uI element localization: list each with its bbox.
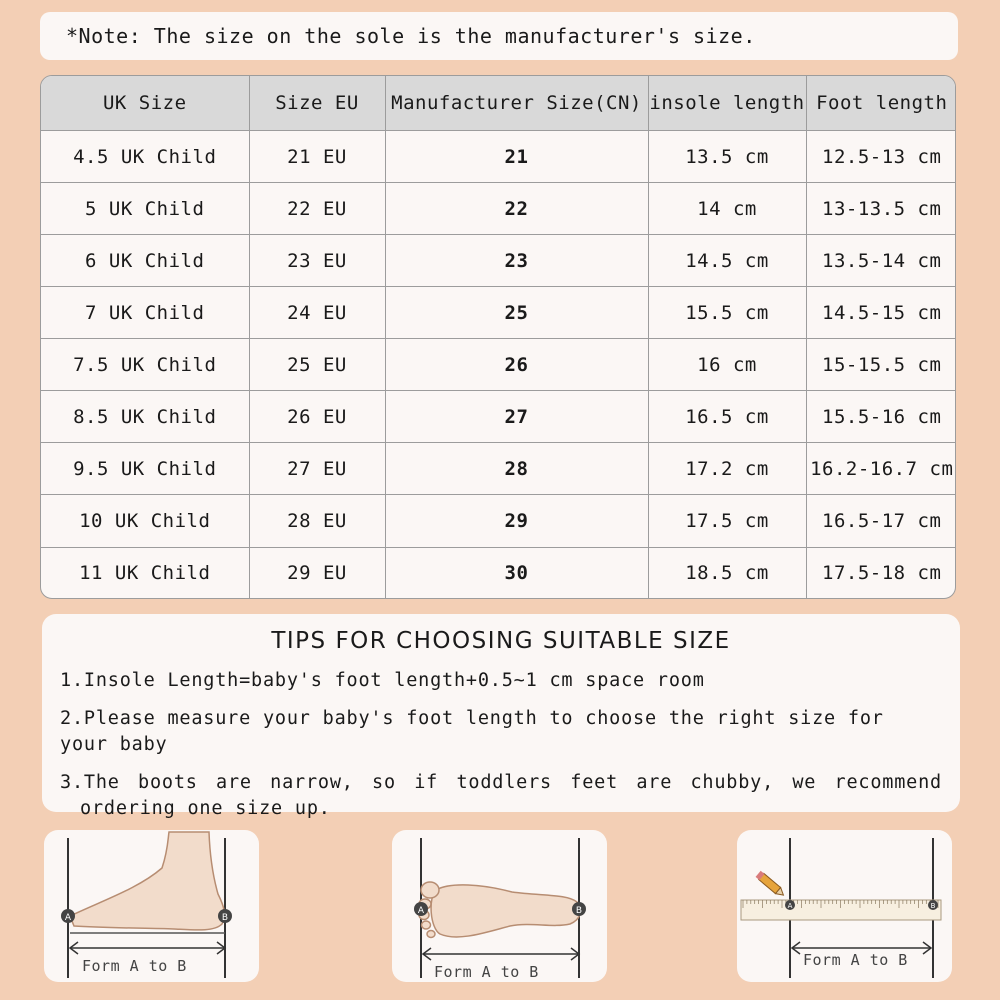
tips-panel — [42, 614, 960, 819]
point-b-label: B — [575, 906, 583, 916]
cell-uk-size: 5 UK Child — [41, 183, 249, 235]
illustration-caption: Form A to B — [434, 963, 539, 981]
header-size-eu: Size EU — [249, 76, 385, 131]
cell-size-eu: 29 EU — [249, 547, 385, 598]
header-uk-size: UK Size — [41, 76, 249, 131]
cell-insole-length: 18.5 cm — [648, 547, 806, 598]
table-row — [41, 547, 956, 598]
cell-manufacturer-size: 28 — [385, 443, 648, 495]
table-row — [41, 131, 956, 183]
cell-foot-length: 16.5-17 cm — [806, 495, 956, 547]
cell-foot-length: 15-15.5 cm — [806, 339, 956, 391]
cell-foot-length: 12.5-13 cm — [806, 131, 956, 183]
size-note: *Note: The size on the sole is the manufacturer's size. — [40, 12, 958, 60]
cell-manufacturer-size: 23 — [385, 235, 648, 287]
table-row — [41, 287, 956, 339]
cell-manufacturer-size: 27 — [385, 391, 648, 443]
tips-title: TIPS FOR CHOOSING SUITABLE SIZE — [271, 628, 731, 654]
size-chart-table — [40, 75, 956, 599]
cell-foot-length: 14.5-15 cm — [806, 287, 956, 339]
cell-uk-size: 7 UK Child — [41, 287, 249, 339]
cell-manufacturer-size: 30 — [385, 547, 648, 598]
tip-item: 2.Please measure your baby's foot length to choose the right size for your baby — [60, 708, 884, 755]
cell-insole-length: 14.5 cm — [648, 235, 806, 287]
foot-side-illustration — [44, 830, 259, 982]
cell-size-eu: 23 EU — [249, 235, 385, 287]
table-row — [41, 443, 956, 495]
header-manufacturer-size: Manufacturer Size(CN) — [385, 76, 648, 131]
cell-uk-size: 10 UK Child — [41, 495, 249, 547]
point-a-label: A — [417, 906, 425, 916]
table-row — [41, 339, 956, 391]
cell-size-eu: 27 EU — [249, 443, 385, 495]
cell-size-eu: 28 EU — [249, 495, 385, 547]
cell-foot-length: 15.5-16 cm — [806, 391, 956, 443]
header-insole-length: insole length — [648, 76, 806, 131]
cell-uk-size: 7.5 UK Child — [41, 339, 249, 391]
point-b-label: B — [221, 913, 229, 923]
cell-insole-length: 14 cm — [648, 183, 806, 235]
cell-uk-size: 4.5 UK Child — [41, 131, 249, 183]
illustration-caption: Form A to B — [803, 951, 908, 969]
cell-insole-length: 16.5 cm — [648, 391, 806, 443]
cell-insole-length: 17.2 cm — [648, 443, 806, 495]
table-row — [41, 391, 956, 443]
cell-manufacturer-size: 26 — [385, 339, 648, 391]
cell-manufacturer-size: 21 — [385, 131, 648, 183]
cell-uk-size: 8.5 UK Child — [41, 391, 249, 443]
cell-size-eu: 21 EU — [249, 131, 385, 183]
cell-foot-length: 17.5-18 cm — [806, 547, 956, 598]
cell-manufacturer-size: 29 — [385, 495, 648, 547]
point-a-label: A — [64, 913, 72, 923]
point-a-label: A — [787, 902, 793, 910]
cell-size-eu: 22 EU — [249, 183, 385, 235]
cell-manufacturer-size: 25 — [385, 287, 648, 339]
header-foot-length: Foot length — [806, 76, 956, 131]
cell-manufacturer-size: 22 — [385, 183, 648, 235]
table-header-row — [41, 76, 956, 131]
table-row — [41, 495, 956, 547]
cell-insole-length: 13.5 cm — [648, 131, 806, 183]
cell-uk-size: 11 UK Child — [41, 547, 249, 598]
cell-uk-size: 9.5 UK Child — [41, 443, 249, 495]
cell-foot-length: 13-13.5 cm — [806, 183, 956, 235]
cell-insole-length: 17.5 cm — [648, 495, 806, 547]
cell-foot-length: 16.2-16.7 cm — [806, 443, 956, 495]
foot-top-icon — [392, 830, 607, 982]
cell-size-eu: 24 EU — [249, 287, 385, 339]
cell-size-eu: 26 EU — [249, 391, 385, 443]
illustration-caption: Form A to B — [82, 957, 187, 975]
tip-item: 3.The boots are narrow, so if toddlers feet are chubby, we recommend ordering one size up. — [60, 772, 942, 819]
cell-insole-length: 16 cm — [648, 339, 806, 391]
cell-size-eu: 25 EU — [249, 339, 385, 391]
point-b-label: B — [930, 902, 936, 910]
table-row — [41, 235, 956, 287]
table-row — [41, 183, 956, 235]
foot-top-illustration — [392, 830, 607, 982]
ruler-illustration — [737, 830, 952, 982]
cell-insole-length: 15.5 cm — [648, 287, 806, 339]
tip-item: 1.Insole Length=baby's foot length+0.5~1 cm space room — [60, 670, 705, 691]
cell-uk-size: 6 UK Child — [41, 235, 249, 287]
cell-foot-length: 13.5-14 cm — [806, 235, 956, 287]
